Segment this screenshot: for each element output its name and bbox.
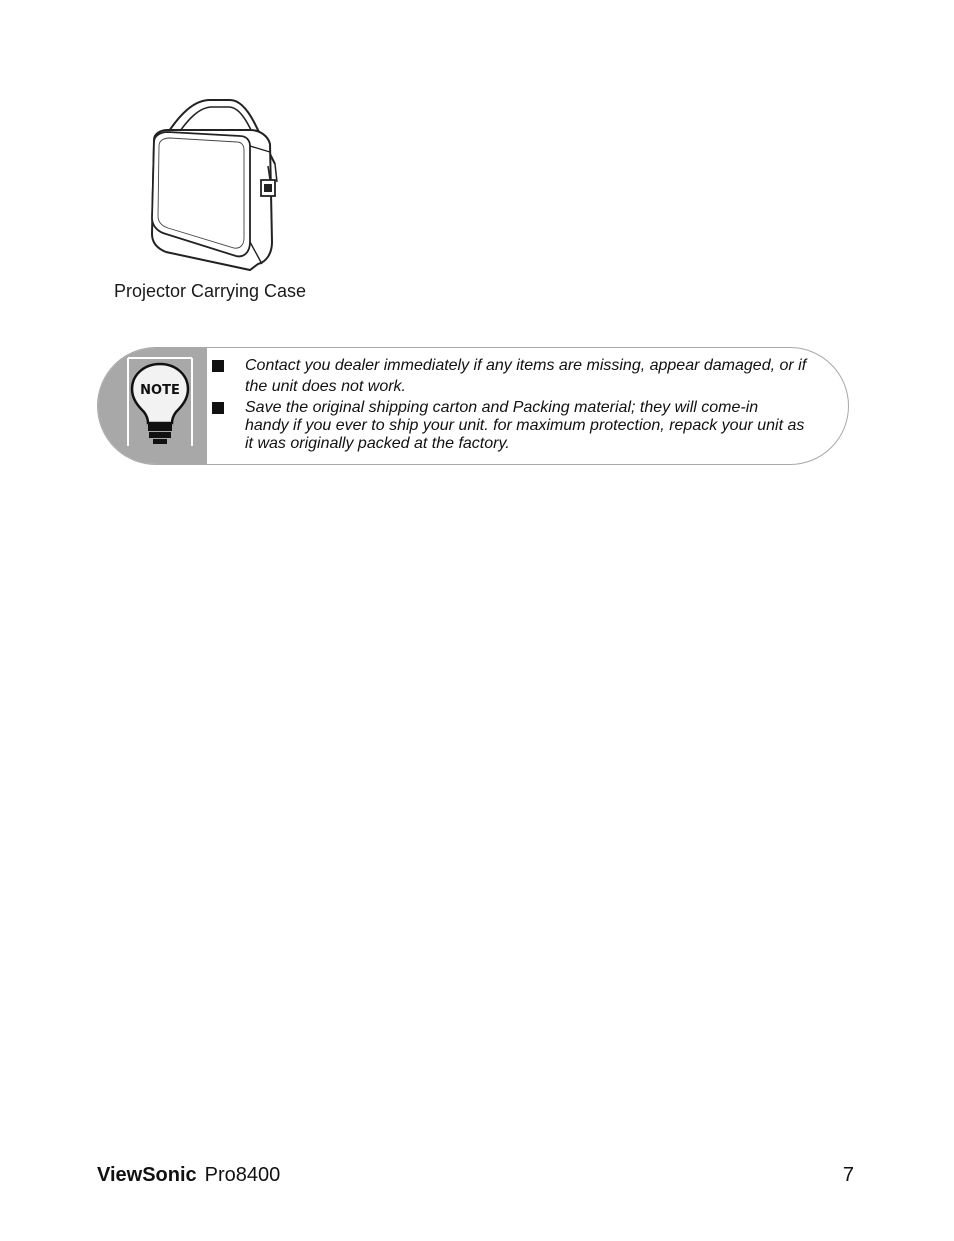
- note-icon-panel: [98, 348, 207, 464]
- note-item-line: Save the original shipping carton and Packing material; they will come-in: [245, 399, 759, 416]
- note-box: [97, 347, 849, 465]
- note-item-line: the unit does not work.: [245, 378, 406, 395]
- square-bullet-icon: [212, 360, 224, 372]
- note-item: [209, 357, 838, 396]
- note-icon-label: NOTE: [140, 383, 180, 398]
- note-item-line: handy if you ever to ship your unit. for maximum protection, repack your unit as: [245, 417, 805, 434]
- note-item-line: it was originally packed at the factory.: [245, 435, 510, 452]
- brand-name: ViewSonic: [97, 1164, 197, 1186]
- page-number: 7: [842, 1164, 854, 1186]
- carrying-case-illustration: [140, 92, 285, 277]
- note-item-line: Contact you dealer immediately if any items are missing, appear damaged, or if: [245, 357, 807, 374]
- model-name: Pro8400: [204, 1164, 281, 1186]
- note-lightbulb-icon: [126, 356, 196, 448]
- note-list: [209, 357, 838, 453]
- square-bullet-icon: [212, 402, 224, 414]
- figure-caption: Projector Carrying Case: [114, 281, 307, 301]
- footer-brand: [97, 1164, 280, 1187]
- note-item: [209, 399, 838, 453]
